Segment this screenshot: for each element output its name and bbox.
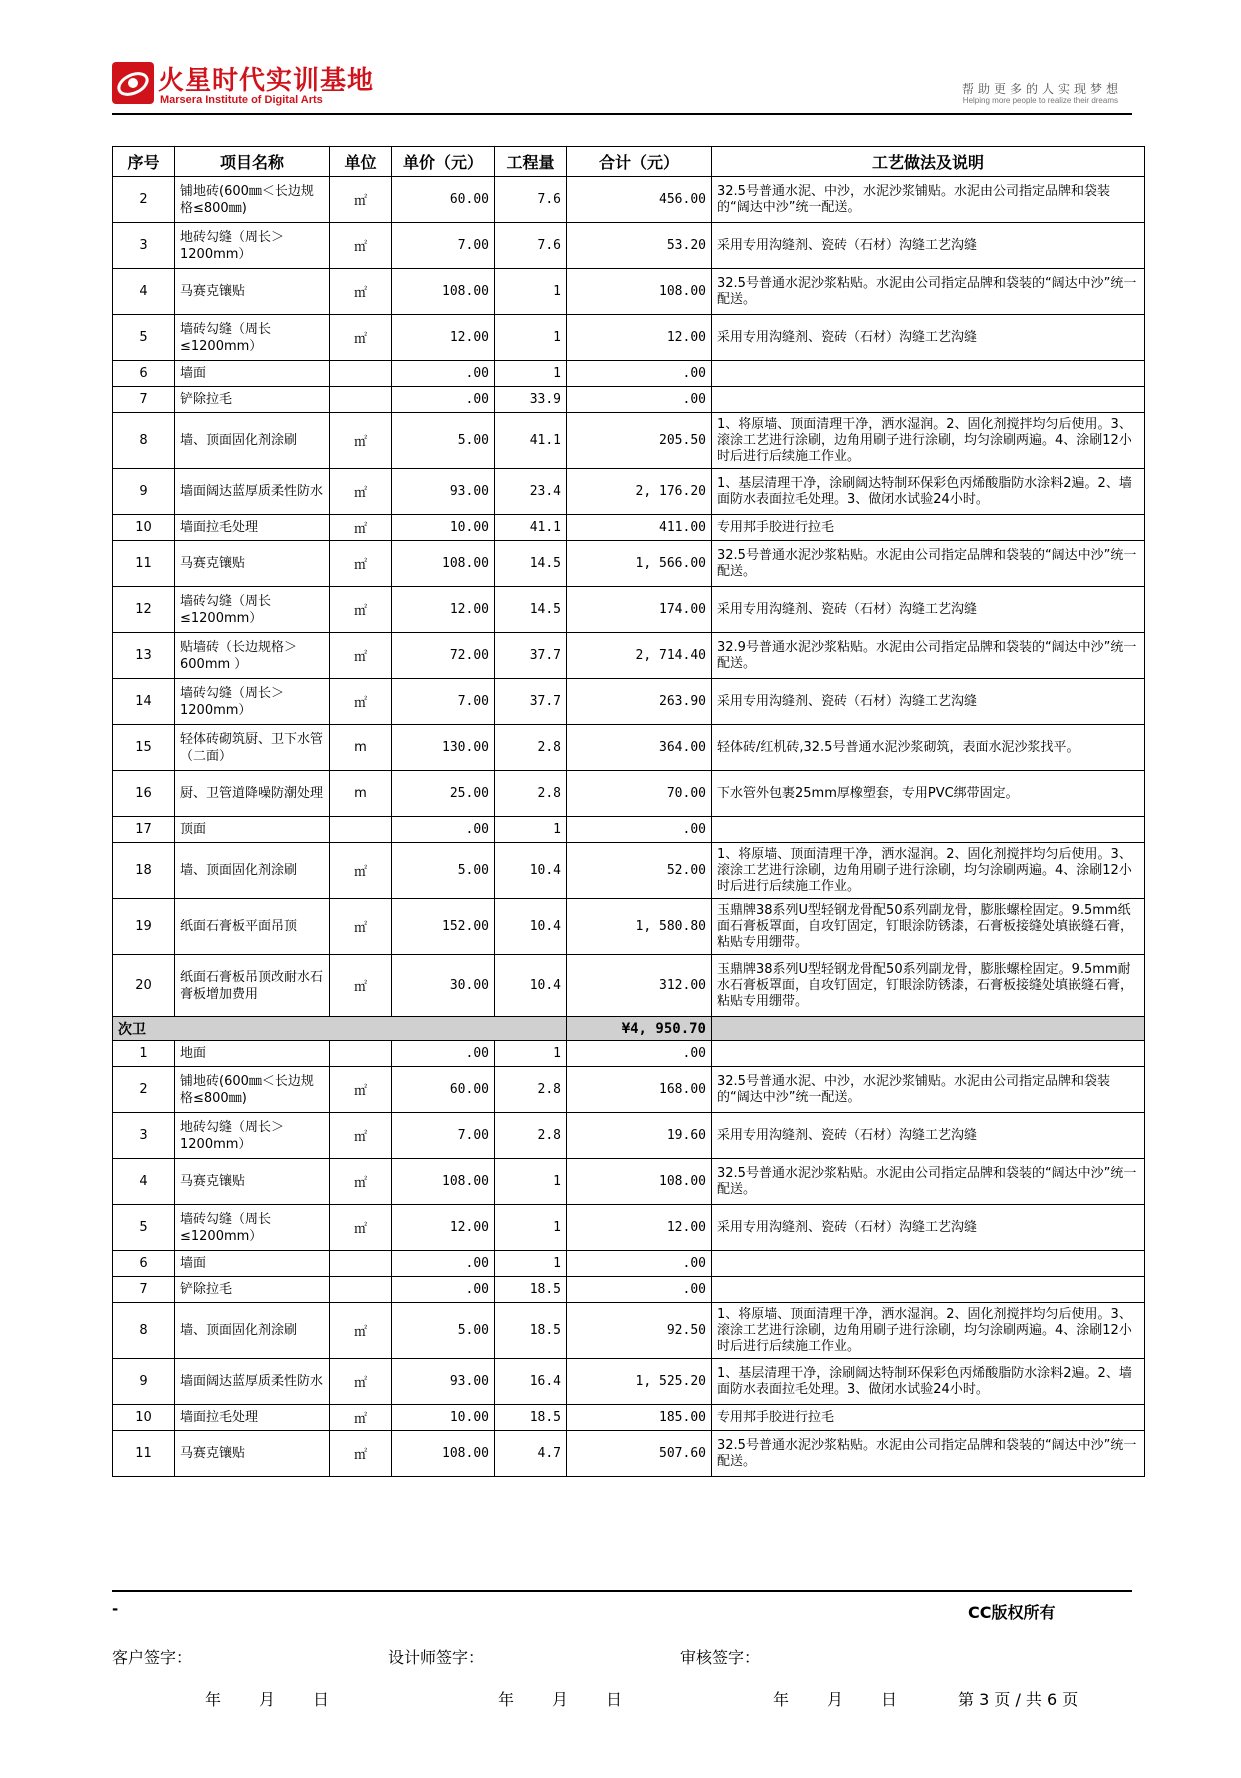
cell-name: 墙面拉毛处理 bbox=[175, 515, 330, 541]
cell-total: .00 bbox=[567, 387, 712, 413]
col-header-unit: 单位 bbox=[330, 147, 392, 177]
cell-unit: ㎡ bbox=[330, 541, 392, 587]
cell-qty: 7.6 bbox=[495, 177, 567, 223]
cell-total: 108.00 bbox=[567, 269, 712, 315]
cell-unit: ㎡ bbox=[330, 955, 392, 1017]
cell-total: 456.00 bbox=[567, 177, 712, 223]
cell-desc: 32.5号普通水泥沙浆粘贴。水泥由公司指定品牌和袋装的“阔达中沙”统一配送。 bbox=[712, 269, 1145, 315]
logo-text-en: Marsera Institute of Digital Arts bbox=[160, 94, 323, 106]
table-row bbox=[113, 817, 1145, 843]
table-row bbox=[113, 541, 1145, 587]
cell-desc bbox=[712, 387, 1145, 413]
cell-no: 19 bbox=[113, 899, 175, 955]
cell-qty: 1 bbox=[495, 269, 567, 315]
cell-total: .00 bbox=[567, 1041, 712, 1067]
cell-name: 墙、顶面固化剂涂刷 bbox=[175, 413, 330, 469]
cell-qty: 41.1 bbox=[495, 413, 567, 469]
cell-price: 60.00 bbox=[392, 177, 495, 223]
cell-no: 18 bbox=[113, 843, 175, 899]
cell-desc: 32.5号普通水泥、中沙，水泥沙浆铺贴。水泥由公司指定品牌和袋装的“阔达中沙”统一配送。 bbox=[712, 177, 1145, 223]
cell-name: 顶面 bbox=[175, 817, 330, 843]
copyright-text: CC版权所有 bbox=[968, 1603, 1056, 1622]
table-row bbox=[113, 1303, 1145, 1359]
cell-unit: ㎡ bbox=[330, 899, 392, 955]
table-row bbox=[113, 177, 1145, 223]
cell-total: 312.00 bbox=[567, 955, 712, 1017]
cell-name: 墙面阔达蓝厚质柔性防水 bbox=[175, 1359, 330, 1405]
cell-price: 7.00 bbox=[392, 223, 495, 269]
cell-qty: 41.1 bbox=[495, 515, 567, 541]
cell-no: 9 bbox=[113, 469, 175, 515]
cell-name: 地砖勾缝（周长＞1200mm） bbox=[175, 1113, 330, 1159]
cell-price: 10.00 bbox=[392, 515, 495, 541]
cell-qty: 14.5 bbox=[495, 541, 567, 587]
cell-price: .00 bbox=[392, 361, 495, 387]
cell-price: 12.00 bbox=[392, 1205, 495, 1251]
cell-desc: 1、基层清理干净，涂刷阔达特制环保彩色丙烯酸脂防水涂料2遍。2、墙面防水表面拉毛处理。3、做闭水试验24小时。 bbox=[712, 469, 1145, 515]
cell-desc: 32.5号普通水泥沙浆粘贴。水泥由公司指定品牌和袋装的“阔达中沙”统一配送。 bbox=[712, 1431, 1145, 1477]
cell-unit: ㎡ bbox=[330, 1405, 392, 1431]
cell-total: 108.00 bbox=[567, 1159, 712, 1205]
cell-unit: ㎡ bbox=[330, 223, 392, 269]
cell-qty: 7.6 bbox=[495, 223, 567, 269]
cell-qty: 18.5 bbox=[495, 1405, 567, 1431]
cell-unit bbox=[330, 387, 392, 413]
section-title: 次卫 bbox=[113, 1017, 567, 1041]
cell-name: 马赛克镶贴 bbox=[175, 1431, 330, 1477]
cell-unit: ㎡ bbox=[330, 1431, 392, 1477]
cell-no: 11 bbox=[113, 1431, 175, 1477]
cell-desc: 下水管外包裹25mm厚橡塑套，专用PVC绑带固定。 bbox=[712, 771, 1145, 817]
header-divider bbox=[112, 113, 1132, 115]
cell-price: 108.00 bbox=[392, 541, 495, 587]
cell-name: 墙面 bbox=[175, 361, 330, 387]
slogan-en: Helping more people to realize their dreams bbox=[962, 96, 1118, 105]
cell-unit bbox=[330, 1277, 392, 1303]
cell-desc bbox=[712, 1251, 1145, 1277]
cell-no: 9 bbox=[113, 1359, 175, 1405]
cell-name: 墙砖勾缝（周长＞1200mm） bbox=[175, 679, 330, 725]
cell-total: .00 bbox=[567, 1251, 712, 1277]
cell-name: 铲除拉毛 bbox=[175, 1277, 330, 1303]
cell-price: .00 bbox=[392, 1041, 495, 1067]
cell-price: 5.00 bbox=[392, 413, 495, 469]
cell-desc: 采用专用沟缝剂、瓷砖（石材）沟缝工艺沟缝 bbox=[712, 223, 1145, 269]
table-row bbox=[113, 1159, 1145, 1205]
table-row bbox=[113, 899, 1145, 955]
cell-no: 4 bbox=[113, 1159, 175, 1205]
cell-total: 2, 714.40 bbox=[567, 633, 712, 679]
col-header-total: 合计（元） bbox=[567, 147, 712, 177]
cell-no: 6 bbox=[113, 1251, 175, 1277]
cell-no: 11 bbox=[113, 541, 175, 587]
cell-name: 纸面石膏板吊顶改耐水石膏板增加费用 bbox=[175, 955, 330, 1017]
cell-price: 10.00 bbox=[392, 1405, 495, 1431]
col-header-price: 单价（元） bbox=[392, 147, 495, 177]
table-row bbox=[113, 1067, 1145, 1113]
cell-unit: ㎡ bbox=[330, 1359, 392, 1405]
cell-no: 1 bbox=[113, 1041, 175, 1067]
table-row bbox=[113, 1041, 1145, 1067]
cell-no: 7 bbox=[113, 1277, 175, 1303]
cell-unit bbox=[330, 361, 392, 387]
cell-name: 墙面阔达蓝厚质柔性防水 bbox=[175, 469, 330, 515]
cell-total: 1, 566.00 bbox=[567, 541, 712, 587]
designer-signature-label: 设计师签字： bbox=[388, 1648, 485, 1667]
cell-price: 93.00 bbox=[392, 1359, 495, 1405]
cell-unit: ㎡ bbox=[330, 587, 392, 633]
cell-no: 8 bbox=[113, 413, 175, 469]
cell-qty: 10.4 bbox=[495, 899, 567, 955]
cell-desc: 32.5号普通水泥沙浆粘贴。水泥由公司指定品牌和袋装的“阔达中沙”统一配送。 bbox=[712, 541, 1145, 587]
cell-unit: ㎡ bbox=[330, 315, 392, 361]
cell-price: .00 bbox=[392, 387, 495, 413]
cell-desc bbox=[712, 1041, 1145, 1067]
cell-qty: 14.5 bbox=[495, 587, 567, 633]
cell-total: 205.50 bbox=[567, 413, 712, 469]
cell-price: 108.00 bbox=[392, 1159, 495, 1205]
cell-no: 5 bbox=[113, 315, 175, 361]
logo-text-cn: 火星时代实训基地 bbox=[158, 66, 375, 96]
table-row bbox=[113, 1113, 1145, 1159]
cell-total: 2, 176.20 bbox=[567, 469, 712, 515]
table-row bbox=[113, 469, 1145, 515]
cell-desc: 32.5号普通水泥、中沙，水泥沙浆铺贴。水泥由公司指定品牌和袋装的“阔达中沙”统一配送。 bbox=[712, 1067, 1145, 1113]
cell-qty: 1 bbox=[495, 817, 567, 843]
cell-total: 12.00 bbox=[567, 1205, 712, 1251]
cell-unit: ㎡ bbox=[330, 843, 392, 899]
cell-no: 14 bbox=[113, 679, 175, 725]
cell-desc: 采用专用沟缝剂、瓷砖（石材）沟缝工艺沟缝 bbox=[712, 1113, 1145, 1159]
cell-name: 马赛克镶贴 bbox=[175, 1159, 330, 1205]
cell-qty: 10.4 bbox=[495, 955, 567, 1017]
cell-no: 5 bbox=[113, 1205, 175, 1251]
cell-price: 72.00 bbox=[392, 633, 495, 679]
cell-price: .00 bbox=[392, 1251, 495, 1277]
cell-desc bbox=[712, 817, 1145, 843]
cell-desc: 1、将原墙、顶面清理干净，洒水湿润。2、固化剂搅拌均匀后使用。3、滚涂工艺进行涂刷，边角用刷子进行涂刷，均匀涂刷两遍。4、涂刷12小时后进行后续施工作业。 bbox=[712, 843, 1145, 899]
table-row bbox=[113, 515, 1145, 541]
cell-price: 7.00 bbox=[392, 679, 495, 725]
table-row bbox=[113, 843, 1145, 899]
cell-desc: 采用专用沟缝剂、瓷砖（石材）沟缝工艺沟缝 bbox=[712, 679, 1145, 725]
cell-unit: ㎡ bbox=[330, 269, 392, 315]
cell-qty: 23.4 bbox=[495, 469, 567, 515]
table-row bbox=[113, 1359, 1145, 1405]
cell-price: 30.00 bbox=[392, 955, 495, 1017]
cell-total: .00 bbox=[567, 817, 712, 843]
table-row bbox=[113, 1405, 1145, 1431]
cell-unit: m bbox=[330, 725, 392, 771]
cell-name: 铺地砖(600㎜＜长边规格≤800㎜) bbox=[175, 1067, 330, 1113]
cell-name: 贴墙砖（长边规格＞600mm ） bbox=[175, 633, 330, 679]
quotation-table bbox=[112, 146, 1145, 1477]
cell-unit: ㎡ bbox=[330, 679, 392, 725]
table-row bbox=[113, 679, 1145, 725]
cell-price: .00 bbox=[392, 1277, 495, 1303]
cell-desc bbox=[712, 361, 1145, 387]
cell-total: 1, 580.80 bbox=[567, 899, 712, 955]
slogan-cn: 帮助更多的人实现梦想 bbox=[961, 82, 1122, 96]
cell-total: 19.60 bbox=[567, 1113, 712, 1159]
cell-unit: ㎡ bbox=[330, 413, 392, 469]
cell-name: 马赛克镶贴 bbox=[175, 541, 330, 587]
cell-qty: 4.7 bbox=[495, 1431, 567, 1477]
cell-qty: 18.5 bbox=[495, 1277, 567, 1303]
cell-no: 12 bbox=[113, 587, 175, 633]
cell-unit: ㎡ bbox=[330, 1113, 392, 1159]
cell-no: 3 bbox=[113, 1113, 175, 1159]
page-header bbox=[112, 58, 1132, 114]
cell-price: .00 bbox=[392, 817, 495, 843]
cell-no: 13 bbox=[113, 633, 175, 679]
cell-total: 411.00 bbox=[567, 515, 712, 541]
customer-date: 年 月 日 bbox=[205, 1690, 332, 1709]
cell-qty: 18.5 bbox=[495, 1303, 567, 1359]
cell-total: 1, 525.20 bbox=[567, 1359, 712, 1405]
cell-desc: 1、基层清理干净，涂刷阔达特制环保彩色丙烯酸脂防水涂料2遍。2、墙面防水表面拉毛处理。3、做闭水试验24小时。 bbox=[712, 1359, 1145, 1405]
section-row-second-bathroom bbox=[113, 1017, 1145, 1041]
cell-price: 93.00 bbox=[392, 469, 495, 515]
section-desc-empty bbox=[712, 1017, 1145, 1041]
cell-unit: m bbox=[330, 771, 392, 817]
cell-name: 地砖勾缝（周长＞1200mm） bbox=[175, 223, 330, 269]
cell-total: 168.00 bbox=[567, 1067, 712, 1113]
cell-qty: 37.7 bbox=[495, 679, 567, 725]
cell-total: .00 bbox=[567, 361, 712, 387]
cell-name: 纸面石膏板平面吊顶 bbox=[175, 899, 330, 955]
cell-no: 10 bbox=[113, 515, 175, 541]
cell-qty: 37.7 bbox=[495, 633, 567, 679]
table-row bbox=[113, 269, 1145, 315]
cell-no: 3 bbox=[113, 223, 175, 269]
cell-qty: 10.4 bbox=[495, 843, 567, 899]
cell-price: 7.00 bbox=[392, 1113, 495, 1159]
table-row bbox=[113, 725, 1145, 771]
cell-price: 130.00 bbox=[392, 725, 495, 771]
cell-price: 108.00 bbox=[392, 1431, 495, 1477]
cell-qty: 1 bbox=[495, 1041, 567, 1067]
cell-no: 16 bbox=[113, 771, 175, 817]
cell-name: 墙、顶面固化剂涂刷 bbox=[175, 1303, 330, 1359]
cell-unit bbox=[330, 1251, 392, 1277]
cell-unit: ㎡ bbox=[330, 515, 392, 541]
cell-price: 12.00 bbox=[392, 315, 495, 361]
cell-total: 53.20 bbox=[567, 223, 712, 269]
cell-desc: 玉鼎牌38系列U型轻钢龙骨配50系列副龙骨，膨胀螺栓固定。9.5mm纸面石膏板罩面，自攻钉固定，钉眼涂防锈漆，石膏板接缝处填嵌缝石膏，粘贴专用绷带。 bbox=[712, 899, 1145, 955]
table-row bbox=[113, 361, 1145, 387]
cell-unit: ㎡ bbox=[330, 1205, 392, 1251]
cell-qty: 16.4 bbox=[495, 1359, 567, 1405]
cell-desc: 专用邦手胶进行拉毛 bbox=[712, 1405, 1145, 1431]
cell-qty: 1 bbox=[495, 1205, 567, 1251]
cell-total: 364.00 bbox=[567, 725, 712, 771]
table-row bbox=[113, 223, 1145, 269]
cell-desc: 轻体砖/红机砖,32.5号普通水泥沙浆砌筑，表面水泥沙浆找平。 bbox=[712, 725, 1145, 771]
cell-desc: 32.5号普通水泥沙浆粘贴。水泥由公司指定品牌和袋装的“阔达中沙”统一配送。 bbox=[712, 1159, 1145, 1205]
cell-name: 铲除拉毛 bbox=[175, 387, 330, 413]
table-row bbox=[113, 1277, 1145, 1303]
cell-total: 174.00 bbox=[567, 587, 712, 633]
cell-name: 地面 bbox=[175, 1041, 330, 1067]
cell-no: 8 bbox=[113, 1303, 175, 1359]
cell-unit bbox=[330, 817, 392, 843]
page-number: 第 3 页 / 共 6 页 bbox=[958, 1690, 1079, 1709]
table-row bbox=[113, 1205, 1145, 1251]
cell-qty: 1 bbox=[495, 1251, 567, 1277]
cell-qty: 2.8 bbox=[495, 1067, 567, 1113]
designer-date: 年 月 日 bbox=[498, 1690, 625, 1709]
cell-price: 5.00 bbox=[392, 1303, 495, 1359]
cell-qty: 1 bbox=[495, 315, 567, 361]
customer-signature-label: 客户签字： bbox=[112, 1648, 193, 1667]
table-row bbox=[113, 387, 1145, 413]
cell-no: 15 bbox=[113, 725, 175, 771]
table-row bbox=[113, 633, 1145, 679]
cell-qty: 2.8 bbox=[495, 725, 567, 771]
cell-name: 轻体砖砌筑厨、卫下水管（二面） bbox=[175, 725, 330, 771]
table-row bbox=[113, 1431, 1145, 1477]
table-row bbox=[113, 587, 1145, 633]
cell-qty: 1 bbox=[495, 1159, 567, 1205]
marsera-logo-icon bbox=[112, 62, 154, 104]
cell-desc: 专用邦手胶进行拉毛 bbox=[712, 515, 1145, 541]
cell-desc: 采用专用沟缝剂、瓷砖（石材）沟缝工艺沟缝 bbox=[712, 1205, 1145, 1251]
table-row bbox=[113, 413, 1145, 469]
cell-name: 墙面拉毛处理 bbox=[175, 1405, 330, 1431]
cell-name: 墙面 bbox=[175, 1251, 330, 1277]
footer-dash: - bbox=[112, 1600, 119, 1618]
cell-price: 60.00 bbox=[392, 1067, 495, 1113]
cell-total: 185.00 bbox=[567, 1405, 712, 1431]
cell-price: 152.00 bbox=[392, 899, 495, 955]
table-row bbox=[113, 315, 1145, 361]
cell-total: .00 bbox=[567, 1277, 712, 1303]
cell-total: 507.60 bbox=[567, 1431, 712, 1477]
cell-name: 墙砖勾缝（周长≤1200mm） bbox=[175, 587, 330, 633]
cell-qty: 33.9 bbox=[495, 387, 567, 413]
table-row bbox=[113, 1251, 1145, 1277]
cell-desc: 采用专用沟缝剂、瓷砖（石材）沟缝工艺沟缝 bbox=[712, 315, 1145, 361]
cell-desc: 32.9号普通水泥沙浆粘贴。水泥由公司指定品牌和袋装的“阔达中沙”统一配送。 bbox=[712, 633, 1145, 679]
cell-no: 2 bbox=[113, 1067, 175, 1113]
col-header-no: 序号 bbox=[113, 147, 175, 177]
cell-no: 17 bbox=[113, 817, 175, 843]
cell-total: 52.00 bbox=[567, 843, 712, 899]
cell-unit: ㎡ bbox=[330, 1303, 392, 1359]
table-row bbox=[113, 955, 1145, 1017]
cell-name: 墙砖勾缝（周长≤1200mm） bbox=[175, 315, 330, 361]
cell-desc: 1、将原墙、顶面清理干净，洒水湿润。2、固化剂搅拌均匀后使用。3、滚涂工艺进行涂刷，边角用刷子进行涂刷，均匀涂刷两遍。4、涂刷12小时后进行后续施工作业。 bbox=[712, 413, 1145, 469]
cell-desc: 采用专用沟缝剂、瓷砖（石材）沟缝工艺沟缝 bbox=[712, 587, 1145, 633]
cell-name: 马赛克镶贴 bbox=[175, 269, 330, 315]
cell-qty: 2.8 bbox=[495, 771, 567, 817]
cell-total: 12.00 bbox=[567, 315, 712, 361]
cell-unit: ㎡ bbox=[330, 177, 392, 223]
cell-unit: ㎡ bbox=[330, 1067, 392, 1113]
cell-name: 墙砖勾缝（周长≤1200mm） bbox=[175, 1205, 330, 1251]
cell-no: 6 bbox=[113, 361, 175, 387]
cell-unit: ㎡ bbox=[330, 633, 392, 679]
table-row bbox=[113, 771, 1145, 817]
cell-name: 厨、卫管道降噪防潮处理 bbox=[175, 771, 330, 817]
cell-unit bbox=[330, 1041, 392, 1067]
cell-unit: ㎡ bbox=[330, 469, 392, 515]
cell-qty: 2.8 bbox=[495, 1113, 567, 1159]
cell-price: 25.00 bbox=[392, 771, 495, 817]
cell-total: 70.00 bbox=[567, 771, 712, 817]
cell-no: 20 bbox=[113, 955, 175, 1017]
cell-price: 5.00 bbox=[392, 843, 495, 899]
cell-name: 铺地砖(600㎜＜长边规格≤800㎜) bbox=[175, 177, 330, 223]
cell-qty: 1 bbox=[495, 361, 567, 387]
cell-desc bbox=[712, 1277, 1145, 1303]
col-header-name: 项目名称 bbox=[175, 147, 330, 177]
review-date: 年 月 日 bbox=[773, 1690, 900, 1709]
cell-no: 10 bbox=[113, 1405, 175, 1431]
footer-divider bbox=[112, 1590, 1132, 1592]
cell-desc: 1、将原墙、顶面清理干净，洒水湿润。2、固化剂搅拌均匀后使用。3、滚涂工艺进行涂刷，边角用刷子进行涂刷，均匀涂刷两遍。4、涂刷12小时后进行后续施工作业。 bbox=[712, 1303, 1145, 1359]
col-header-qty: 工程量 bbox=[495, 147, 567, 177]
table-header-row bbox=[113, 147, 1145, 177]
section-total: ¥4, 950.70 bbox=[567, 1017, 712, 1041]
cell-total: 92.50 bbox=[567, 1303, 712, 1359]
cell-price: 12.00 bbox=[392, 587, 495, 633]
cell-no: 4 bbox=[113, 269, 175, 315]
cell-price: 108.00 bbox=[392, 269, 495, 315]
cell-unit: ㎡ bbox=[330, 1159, 392, 1205]
cell-no: 7 bbox=[113, 387, 175, 413]
cell-total: 263.90 bbox=[567, 679, 712, 725]
cell-no: 2 bbox=[113, 177, 175, 223]
col-header-desc: 工艺做法及说明 bbox=[712, 147, 1145, 177]
cell-desc: 玉鼎牌38系列U型轻钢龙骨配50系列副龙骨，膨胀螺栓固定。9.5mm耐水石膏板罩面，自攻钉固定，钉眼涂防锈漆，石膏板接缝处填嵌缝石膏，粘贴专用绷带。 bbox=[712, 955, 1145, 1017]
cell-name: 墙、顶面固化剂涂刷 bbox=[175, 843, 330, 899]
review-signature-label: 审核签字： bbox=[680, 1648, 761, 1667]
